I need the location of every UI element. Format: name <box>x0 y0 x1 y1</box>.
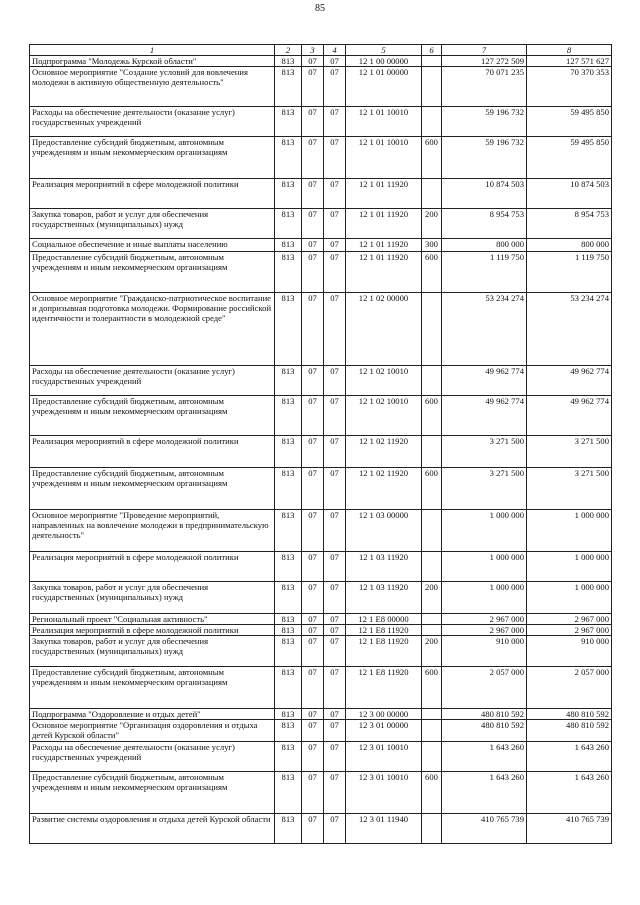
table-row <box>30 137 612 179</box>
row-value-7: 800 000 <box>442 239 527 252</box>
row-code-5: 12 1 02 11920 <box>346 468 422 510</box>
row-code-4: 07 <box>324 239 346 252</box>
row-name: Реализация мероприятий в сфере молодежной политики <box>30 625 275 636</box>
row-code-6: 600 <box>422 137 442 179</box>
row-code-2: 813 <box>275 582 302 614</box>
row-value-7: 2 967 000 <box>442 625 527 636</box>
row-code-6: 200 <box>422 209 442 239</box>
row-code-4: 07 <box>324 582 346 614</box>
row-code-4: 07 <box>324 56 346 67</box>
table-row <box>30 107 612 137</box>
row-value-8: 480 810 592 <box>527 720 612 742</box>
row-code-3: 07 <box>302 625 324 636</box>
row-code-4: 07 <box>324 107 346 137</box>
row-value-7: 70 071 235 <box>442 67 527 107</box>
row-code-3: 07 <box>302 209 324 239</box>
row-code-4: 07 <box>324 709 346 720</box>
row-value-7: 910 000 <box>442 636 527 667</box>
row-value-8: 1 000 000 <box>527 582 612 614</box>
row-code-3: 07 <box>302 107 324 137</box>
row-value-7: 480 810 592 <box>442 720 527 742</box>
table-row <box>30 209 612 239</box>
row-name: Развитие системы оздоровления и отдыха детей Курской области <box>30 814 275 844</box>
row-code-2: 813 <box>275 468 302 510</box>
row-name: Закупка товаров, работ и услуг для обеспечения государственных (муниципальных) нужд <box>30 636 275 667</box>
table-row <box>30 636 612 667</box>
row-code-6: 600 <box>422 468 442 510</box>
row-value-7: 410 765 739 <box>442 814 527 844</box>
row-name: Закупка товаров, работ и услуг для обеспечения государственных (муниципальных) нужд <box>30 582 275 614</box>
table-row <box>30 468 612 510</box>
row-value-8: 3 271 500 <box>527 436 612 468</box>
budget-table <box>29 44 612 844</box>
row-code-3: 07 <box>302 179 324 209</box>
row-code-3: 07 <box>302 293 324 366</box>
table-row <box>30 293 612 366</box>
row-value-8: 127 571 627 <box>527 56 612 67</box>
row-code-6: 600 <box>422 252 442 293</box>
row-value-7: 59 196 732 <box>442 137 527 179</box>
table-row <box>30 582 612 614</box>
row-code-2: 813 <box>275 625 302 636</box>
row-code-4: 07 <box>324 436 346 468</box>
row-value-7: 1 119 750 <box>442 252 527 293</box>
row-code-5: 12 1 01 00000 <box>346 67 422 107</box>
row-value-7: 1 643 260 <box>442 772 527 814</box>
row-code-4: 07 <box>324 667 346 709</box>
row-code-2: 813 <box>275 366 302 396</box>
row-code-2: 813 <box>275 510 302 552</box>
row-code-2: 813 <box>275 293 302 366</box>
row-code-4: 07 <box>324 510 346 552</box>
row-code-6 <box>422 107 442 137</box>
table-row <box>30 436 612 468</box>
row-code-6 <box>422 366 442 396</box>
row-code-2: 813 <box>275 396 302 436</box>
row-value-8: 1 000 000 <box>527 510 612 552</box>
row-value-8: 8 954 753 <box>527 209 612 239</box>
row-name: Предоставление субсидий бюджетным, автономным учреждениям и иным некоммерческим организациям <box>30 252 275 293</box>
row-code-5: 12 1 01 11920 <box>346 209 422 239</box>
table-row <box>30 552 612 582</box>
row-code-2: 813 <box>275 667 302 709</box>
row-code-4: 07 <box>324 625 346 636</box>
row-value-8: 2 967 000 <box>527 625 612 636</box>
col-header: 3 <box>302 45 324 56</box>
row-value-8: 10 874 503 <box>527 179 612 209</box>
row-code-6 <box>422 293 442 366</box>
row-value-7: 2 967 000 <box>442 614 527 625</box>
table-row <box>30 709 612 720</box>
row-code-6: 600 <box>422 396 442 436</box>
col-header: 1 <box>30 45 275 56</box>
col-header: 5 <box>346 45 422 56</box>
row-code-3: 07 <box>302 510 324 552</box>
row-value-7: 1 000 000 <box>442 552 527 582</box>
row-name: Реализация мероприятий в сфере молодежной политики <box>30 436 275 468</box>
table-row <box>30 366 612 396</box>
page-number: 85 <box>315 3 325 14</box>
row-code-5: 12 1 03 00000 <box>346 510 422 552</box>
row-code-2: 813 <box>275 252 302 293</box>
row-code-3: 07 <box>302 468 324 510</box>
row-code-5: 12 1 02 10010 <box>346 396 422 436</box>
row-code-3: 07 <box>302 772 324 814</box>
row-code-6: 600 <box>422 667 442 709</box>
row-code-6 <box>422 67 442 107</box>
row-code-6: 200 <box>422 636 442 667</box>
row-value-8: 3 271 500 <box>527 468 612 510</box>
row-code-3: 07 <box>302 582 324 614</box>
row-value-8: 1 119 750 <box>527 252 612 293</box>
row-name: Расходы на обеспечение деятельности (оказание услуг) государственных учреждений <box>30 742 275 772</box>
row-code-5: 12 1 E8 11920 <box>346 625 422 636</box>
row-value-8: 2 057 000 <box>527 667 612 709</box>
table-row <box>30 510 612 552</box>
row-code-6 <box>422 814 442 844</box>
row-code-5: 12 1 01 11920 <box>346 252 422 293</box>
row-code-5: 12 1 00 00000 <box>346 56 422 67</box>
row-name: Предоставление субсидий бюджетным, автономным учреждениям и иным некоммерческим организациям <box>30 137 275 179</box>
row-code-6 <box>422 742 442 772</box>
row-name: Региональный проект "Социальная активность" <box>30 614 275 625</box>
row-value-8: 70 370 353 <box>527 67 612 107</box>
row-code-3: 07 <box>302 366 324 396</box>
row-code-3: 07 <box>302 252 324 293</box>
row-code-5: 12 1 02 10010 <box>346 366 422 396</box>
row-name: Реализация мероприятий в сфере молодежной политики <box>30 179 275 209</box>
row-code-4: 07 <box>324 468 346 510</box>
row-code-2: 813 <box>275 552 302 582</box>
row-code-3: 07 <box>302 396 324 436</box>
row-value-8: 1 643 260 <box>527 772 612 814</box>
row-code-5: 12 1 02 00000 <box>346 293 422 366</box>
row-code-6 <box>422 56 442 67</box>
row-code-5: 12 1 E8 11920 <box>346 636 422 667</box>
row-value-7: 127 272 509 <box>442 56 527 67</box>
row-value-7: 53 234 274 <box>442 293 527 366</box>
row-code-6 <box>422 510 442 552</box>
row-code-4: 07 <box>324 293 346 366</box>
row-name: Расходы на обеспечение деятельности (оказание услуг) государственных учреждений <box>30 366 275 396</box>
row-value-7: 3 271 500 <box>442 436 527 468</box>
row-value-8: 1 643 260 <box>527 742 612 772</box>
row-code-5: 12 3 01 11940 <box>346 814 422 844</box>
row-name: Подпрограмма "Молодежь Курской области" <box>30 56 275 67</box>
row-value-7: 1 643 260 <box>442 742 527 772</box>
row-code-5: 12 1 01 10010 <box>346 137 422 179</box>
row-code-2: 813 <box>275 636 302 667</box>
row-code-2: 813 <box>275 56 302 67</box>
row-code-3: 07 <box>302 636 324 667</box>
row-code-2: 813 <box>275 436 302 468</box>
row-name: Предоставление субсидий бюджетным, автономным учреждениям и иным некоммерческим организациям <box>30 667 275 709</box>
table-row <box>30 772 612 814</box>
table-row <box>30 742 612 772</box>
row-code-2: 813 <box>275 614 302 625</box>
row-code-5: 12 1 E8 00000 <box>346 614 422 625</box>
row-code-3: 07 <box>302 56 324 67</box>
row-value-8: 410 765 739 <box>527 814 612 844</box>
row-value-7: 49 962 774 <box>442 366 527 396</box>
row-value-8: 480 810 592 <box>527 709 612 720</box>
row-name: Основное мероприятие "Создание условий для вовлечения молодежи в активную общественную деятельность" <box>30 67 275 107</box>
col-header: 8 <box>527 45 612 56</box>
col-header: 4 <box>324 45 346 56</box>
row-code-3: 07 <box>302 814 324 844</box>
row-code-2: 813 <box>275 709 302 720</box>
row-code-5: 12 1 02 11920 <box>346 436 422 468</box>
col-header: 2 <box>275 45 302 56</box>
row-code-4: 07 <box>324 252 346 293</box>
table-row <box>30 56 612 67</box>
row-code-5: 12 1 03 11920 <box>346 582 422 614</box>
table-row <box>30 67 612 107</box>
row-code-6 <box>422 552 442 582</box>
row-code-5: 12 3 01 10010 <box>346 742 422 772</box>
row-code-3: 07 <box>302 709 324 720</box>
row-code-5: 12 3 01 00000 <box>346 720 422 742</box>
row-value-7: 1 000 000 <box>442 582 527 614</box>
row-code-2: 813 <box>275 137 302 179</box>
table-row <box>30 814 612 844</box>
row-code-2: 813 <box>275 179 302 209</box>
row-code-4: 07 <box>324 614 346 625</box>
row-code-2: 813 <box>275 107 302 137</box>
col-header: 6 <box>422 45 442 56</box>
row-code-4: 07 <box>324 137 346 179</box>
row-value-7: 10 874 503 <box>442 179 527 209</box>
row-code-6: 200 <box>422 582 442 614</box>
row-code-5: 12 3 00 00000 <box>346 709 422 720</box>
row-code-3: 07 <box>302 67 324 107</box>
table-row <box>30 667 612 709</box>
row-code-6 <box>422 625 442 636</box>
row-code-2: 813 <box>275 772 302 814</box>
row-name: Основное мероприятие "Проведение мероприятий, направленных на вовлечение молодежи в предпринимательскую деятельность" <box>30 510 275 552</box>
row-value-7: 8 954 753 <box>442 209 527 239</box>
row-value-8: 2 967 000 <box>527 614 612 625</box>
row-code-2: 813 <box>275 720 302 742</box>
row-code-4: 07 <box>324 742 346 772</box>
row-code-5: 12 3 01 10010 <box>346 772 422 814</box>
row-code-4: 07 <box>324 179 346 209</box>
row-code-6 <box>422 720 442 742</box>
row-value-7: 3 271 500 <box>442 468 527 510</box>
row-code-3: 07 <box>302 239 324 252</box>
row-value-7: 59 196 732 <box>442 107 527 137</box>
row-code-4: 07 <box>324 396 346 436</box>
row-code-2: 813 <box>275 67 302 107</box>
row-code-4: 07 <box>324 552 346 582</box>
row-code-3: 07 <box>302 137 324 179</box>
row-code-6 <box>422 614 442 625</box>
row-value-7: 2 057 000 <box>442 667 527 709</box>
row-value-8: 910 000 <box>527 636 612 667</box>
row-value-8: 53 234 274 <box>527 293 612 366</box>
row-code-3: 07 <box>302 720 324 742</box>
header-row <box>30 45 612 56</box>
row-code-2: 813 <box>275 239 302 252</box>
row-code-4: 07 <box>324 636 346 667</box>
row-code-5: 12 1 E8 11920 <box>346 667 422 709</box>
row-value-8: 59 495 850 <box>527 137 612 179</box>
row-code-6 <box>422 709 442 720</box>
row-code-3: 07 <box>302 614 324 625</box>
row-code-3: 07 <box>302 436 324 468</box>
row-code-6 <box>422 436 442 468</box>
row-code-2: 813 <box>275 814 302 844</box>
row-code-5: 12 1 01 10010 <box>346 107 422 137</box>
row-code-5: 12 1 01 11920 <box>346 179 422 209</box>
row-value-8: 800 000 <box>527 239 612 252</box>
row-value-7: 49 962 774 <box>442 396 527 436</box>
table-row <box>30 179 612 209</box>
row-name: Подпрограмма "Оздоровление и отдых детей" <box>30 709 275 720</box>
row-code-3: 07 <box>302 552 324 582</box>
row-code-4: 07 <box>324 366 346 396</box>
row-value-7: 480 810 592 <box>442 709 527 720</box>
row-code-5: 12 1 03 11920 <box>346 552 422 582</box>
row-name: Предоставление субсидий бюджетным, автономным учреждениям и иным некоммерческим организациям <box>30 772 275 814</box>
table-row <box>30 720 612 742</box>
row-value-8: 49 962 774 <box>527 396 612 436</box>
row-code-4: 07 <box>324 67 346 107</box>
row-value-8: 1 000 000 <box>527 552 612 582</box>
row-name: Расходы на обеспечение деятельности (оказание услуг) государственных учреждений <box>30 107 275 137</box>
row-code-6 <box>422 179 442 209</box>
row-code-4: 07 <box>324 814 346 844</box>
row-value-7: 1 000 000 <box>442 510 527 552</box>
row-code-2: 813 <box>275 742 302 772</box>
row-code-5: 12 1 01 11920 <box>346 239 422 252</box>
row-value-8: 49 962 774 <box>527 366 612 396</box>
row-code-6: 600 <box>422 772 442 814</box>
row-name: Основное мероприятие "Организация оздоровления и отдыха детей Курской области" <box>30 720 275 742</box>
table-row <box>30 252 612 293</box>
row-code-6: 300 <box>422 239 442 252</box>
row-name: Предоставление субсидий бюджетным, автономным учреждениям и иным некоммерческим организациям <box>30 468 275 510</box>
row-name: Социальное обеспечение и иные выплаты населению <box>30 239 275 252</box>
row-name: Реализация мероприятий в сфере молодежной политики <box>30 552 275 582</box>
row-code-4: 07 <box>324 209 346 239</box>
table-row <box>30 396 612 436</box>
row-code-4: 07 <box>324 772 346 814</box>
row-name: Предоставление субсидий бюджетным, автономным учреждениям и иным некоммерческим организациям <box>30 396 275 436</box>
col-header: 7 <box>442 45 527 56</box>
row-code-2: 813 <box>275 209 302 239</box>
table-row <box>30 614 612 625</box>
table-row <box>30 239 612 252</box>
row-code-3: 07 <box>302 667 324 709</box>
table-row <box>30 625 612 636</box>
row-value-8: 59 495 850 <box>527 107 612 137</box>
row-code-3: 07 <box>302 742 324 772</box>
row-code-4: 07 <box>324 720 346 742</box>
row-name: Основное мероприятие "Гражданско-патриотическое воспитание и допризывная подготовка молодежи. Формирование российской идентичности и толерантности в молодежной среде" <box>30 293 275 366</box>
row-name: Закупка товаров, работ и услуг для обеспечения государственных (муниципальных) нужд <box>30 209 275 239</box>
